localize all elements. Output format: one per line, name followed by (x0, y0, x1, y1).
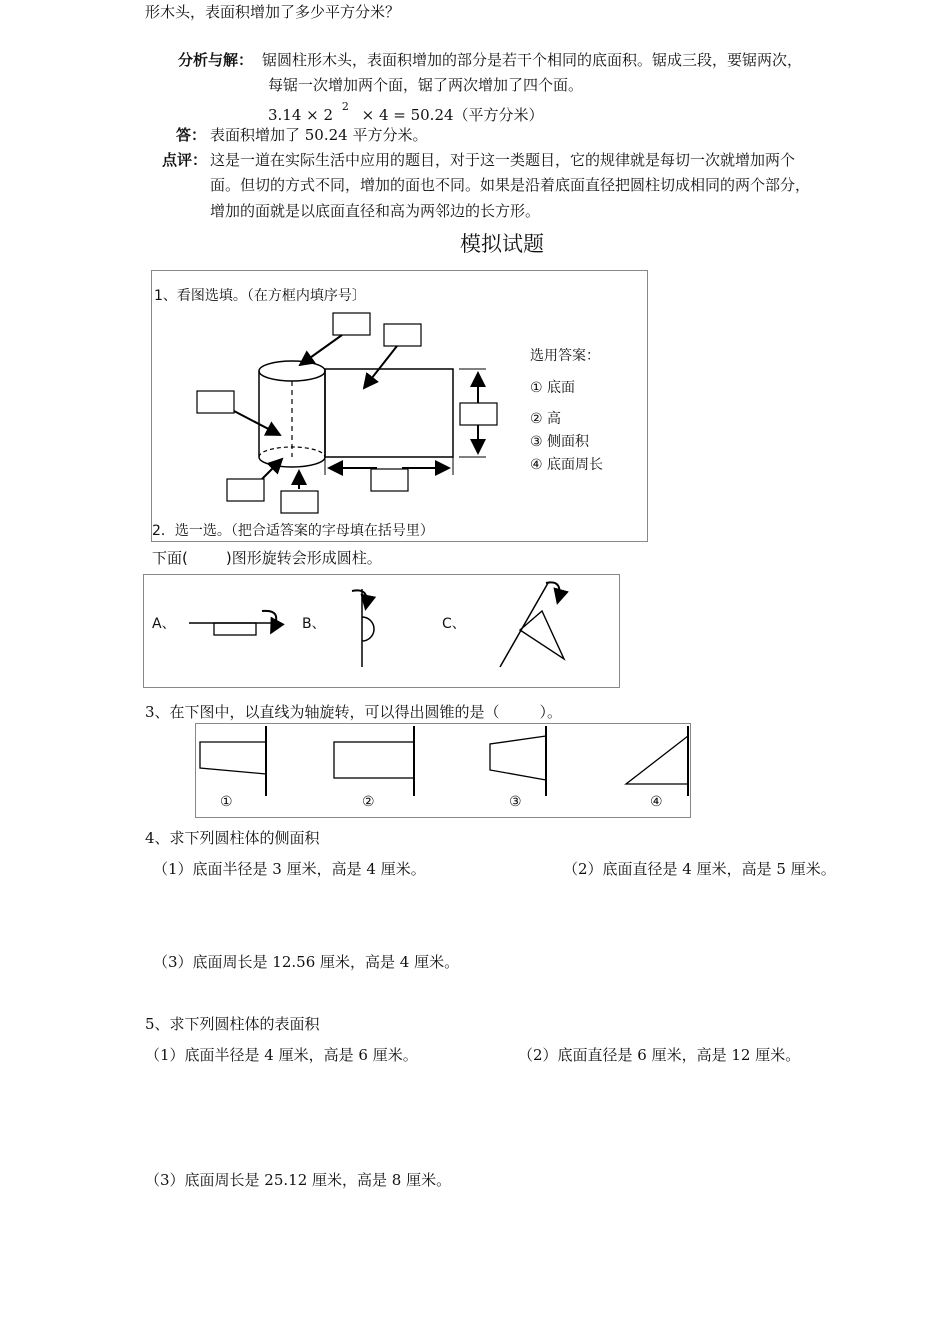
q1-options-title: 选用答案： (530, 348, 600, 364)
analysis-label: 分析与解： (178, 51, 254, 69)
q1-option-4: ④ 底面周长 (530, 457, 604, 473)
q2-figure (143, 574, 620, 688)
q3-heading-end: ）。 (539, 703, 563, 721)
formula-rest: × 4 = 50.24（平方分米） (361, 106, 544, 124)
q5-problem-2: （2）底面直径是 6 厘米，高是 12 厘米。 (518, 1046, 801, 1064)
comment-line-3: 增加的面就是以底面直径和高为两邻边的长方形。 (210, 202, 541, 220)
q2-prompt (152, 548, 382, 568)
answer-label: 答： (176, 126, 207, 144)
q3-diagram (196, 724, 690, 817)
formula-exponent: 2 (341, 100, 349, 113)
q5-problem-3: （3）底面周长是 25.12 厘米，高是 8 厘米。 (145, 1171, 452, 1189)
q1-figure (151, 270, 648, 542)
q2-label-b: B、 (302, 616, 326, 632)
q1-option-1: ① 底面 (530, 380, 576, 396)
q2-heading: 2．选一选。（把合适答案的字母填在括号里） (152, 523, 434, 539)
analysis-line-1: 锯圆柱形木头，表面积增加的部分是若干个相同的底面积。锯成三段，要锯两次， (262, 51, 803, 69)
q3-figure (195, 723, 691, 818)
q4-heading: 4、求下列圆柱体的侧面积 (145, 829, 320, 847)
q4-problem-1: （1）底面半径是 3 厘米，高是 4 厘米。 (153, 860, 426, 878)
q2-prompt-end: )图形旋转会形成圆柱。 (225, 549, 382, 567)
q1-heading: 1、看图选填。（在方框内填序号〕 (154, 288, 366, 304)
q2-diagram (144, 575, 619, 687)
q1-option-3: ③ 侧面积 (530, 434, 590, 450)
q3-label-4: ④ (650, 794, 663, 810)
comment-label: 点评： (162, 151, 208, 169)
q3-heading (145, 702, 562, 722)
comment-line-1: 这是一道在实际生活中应用的题目，对于这一类题目，它的规律就是每切一次就增加两个 (210, 151, 796, 169)
q2-label-a: A、 (152, 616, 176, 632)
answer-text: 表面积增加了 50.24 平方分米。 (210, 126, 428, 144)
q1-diagram (152, 271, 647, 541)
analysis-line-2: 每锯一次增加两个面，锯了两次增加了四个面。 (268, 76, 584, 94)
analysis-formula (268, 101, 544, 125)
q3-heading-start: 3、在下图中，以直线为轴旋转，可以得出圆锥的是（ (145, 703, 500, 721)
q3-label-1: ① (220, 794, 233, 810)
q5-heading: 5、求下列圆柱体的表面积 (145, 1015, 320, 1033)
q3-label-2: ② (362, 794, 375, 810)
q2-label-c: C、 (442, 616, 466, 632)
q4-problem-3: （3）底面周长是 12.56 厘米，高是 4 厘米。 (153, 953, 460, 971)
comment-line-2: 面。但切的方式不同，增加的面也不同。如果是沿着底面直径把圆柱切成相同的两个部分， (210, 176, 811, 194)
section-title: 模拟试题 (460, 232, 544, 256)
q4-problem-2: （2）底面直径是 4 厘米，高是 5 厘米。 (563, 860, 836, 878)
q2-prompt-start: 下面( (152, 549, 188, 567)
q3-label-3: ③ (509, 794, 522, 810)
formula-base: 3.14 × 2 (268, 106, 334, 124)
q1-option-2: ② 高 (530, 411, 562, 427)
q5-problem-1: （1）底面半径是 4 厘米，高是 6 厘米。 (145, 1046, 418, 1064)
intro-line: 形木头，表面积增加了多少平方分米？ (145, 3, 401, 21)
